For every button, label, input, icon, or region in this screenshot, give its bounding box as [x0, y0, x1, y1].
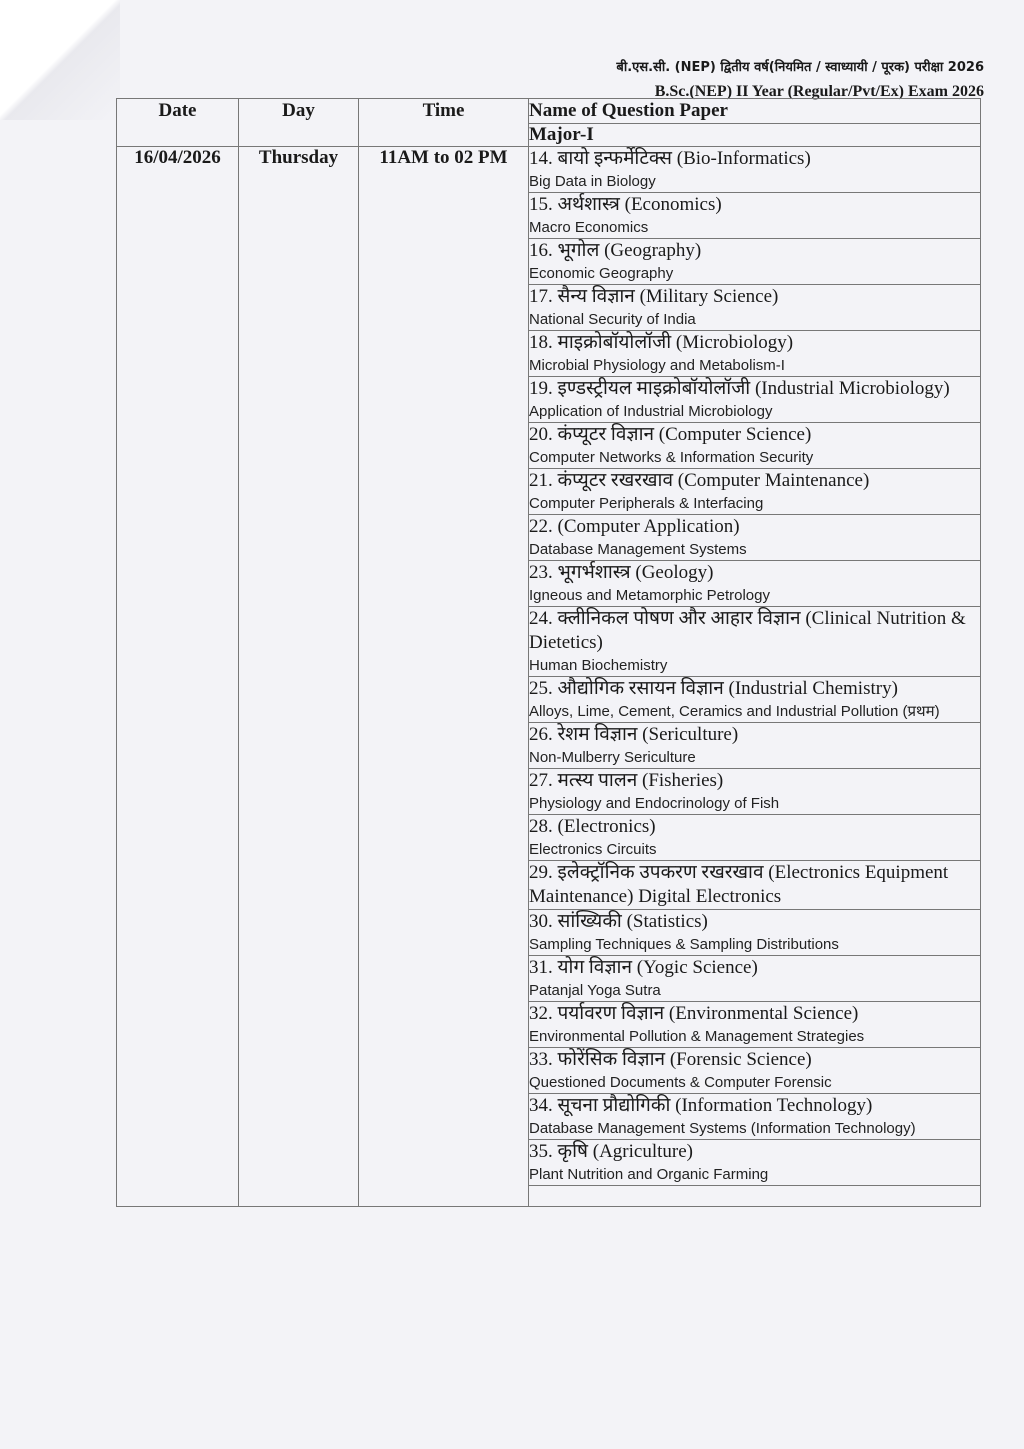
subject-title: 25. औद्योगिक रसायन विज्ञान (Industrial Chemistry) [529, 678, 898, 699]
day-cell: Thursday [239, 147, 359, 1207]
subject-cell [529, 861, 981, 910]
subject-title: 15. अर्थशास्त्र (Economics) [529, 194, 722, 215]
paper-name: Computer Networks & Information Security [529, 449, 814, 466]
paper-name: Economic Geography [529, 265, 674, 282]
subject-title: 35. कृषि (Agriculture) [529, 1141, 693, 1162]
time-cell: 11AM to 02 PM [359, 147, 529, 1207]
subject-title: 21. कंप्यूटर रखरखाव (Computer Maintenance) [529, 470, 870, 491]
subject-cell [529, 193, 981, 239]
subject-cell [529, 1094, 981, 1140]
paper-name: Application of Industrial Microbiology [529, 403, 773, 420]
subject-title: 17. सैन्य विज्ञान (Military Science) [529, 286, 779, 307]
paper-name: Patanjal Yoga Sutra [529, 982, 661, 999]
subject-cell [529, 239, 981, 285]
paper-name: National Security of India [529, 311, 696, 328]
subject-cell [529, 331, 981, 377]
subject-title: 31. योग विज्ञान (Yogic Science) [529, 957, 758, 978]
empty-cell [529, 1186, 981, 1207]
subject-cell [529, 285, 981, 331]
paper-name: Computer Peripherals & Interfacing [529, 495, 764, 512]
subject-cell [529, 423, 981, 469]
paper-name: Big Data in Biology [529, 173, 656, 190]
subject-cell [529, 1048, 981, 1094]
subject-title: 29. इलेक्ट्रॉनिक उपकरण रखरखाव (Electronics Equipment Maintenance) Digital Electronics [529, 862, 949, 907]
col-date-header: Date [117, 99, 239, 147]
paper-name: Plant Nutrition and Organic Farming [529, 1166, 769, 1183]
date-cell: 16/04/2026 [117, 147, 239, 1207]
subject-title: 16. भूगोल (Geography) [529, 240, 702, 261]
paper-name: Non-Mulberry Sericulture [529, 749, 696, 766]
subject-title: 27. मत्स्य पालन (Fisheries) [529, 770, 724, 791]
paper-name: Physiology and Endocrinology of Fish [529, 795, 780, 812]
subject-title: 33. फोरेंसिक विज्ञान (Forensic Science) [529, 1049, 812, 1070]
paper-name: Electronics Circuits [529, 841, 657, 858]
exam-schedule-table [116, 98, 981, 1207]
subject-title: 28. (Electronics) [529, 816, 656, 837]
subject-title: 30. सांख्यिकी (Statistics) [529, 911, 708, 932]
col-paper-header: Name of Question Paper [529, 99, 981, 124]
subject-title: 18. माइक्रोबॉयोलॉजी (Microbiology) [529, 332, 794, 353]
subject-title: 22. (Computer Application) [529, 516, 740, 537]
paper-name: Database Management Systems [529, 541, 747, 558]
paper-name: Questioned Documents & Computer Forensic [529, 1074, 832, 1091]
subject-title: 34. सूचना प्रौद्योगिकी (Information Technology) [529, 1095, 873, 1116]
subject-title: 23. भूगर्भशास्त्र (Geology) [529, 562, 714, 583]
subject-cell [529, 723, 981, 769]
subject-cell [529, 1140, 981, 1186]
subject-title: 32. पर्यावरण विज्ञान (Environmental Science) [529, 1003, 859, 1024]
subject-cell [529, 377, 981, 423]
paper-name: Human Biochemistry [529, 657, 668, 674]
paper-name: Database Management Systems (Information Technology) [529, 1120, 916, 1137]
subject-title: 19. इण्डस्ट्रीयल माइक्रोबॉयोलॉजी (Industrial Microbiology) [529, 378, 950, 399]
header-english: B.Sc.(NEP) II Year (Regular/Pvt/Ex) Exam 2026 [654, 83, 984, 100]
subject-cell [529, 1002, 981, 1048]
subject-cell [529, 769, 981, 815]
paper-name: Macro Economics [529, 219, 649, 236]
paper-name: Environmental Pollution & Management Strategies [529, 1028, 865, 1045]
col-day-header: Day [239, 99, 359, 147]
subject-cell [529, 815, 981, 861]
subject-cell [529, 910, 981, 956]
paper-name: Alloys, Lime, Cement, Ceramics and Industrial Pollution (प्रथम) [529, 703, 940, 720]
exam-header [616, 56, 984, 104]
folded-corner [0, 0, 120, 120]
subject-title: 26. रेशम विज्ञान (Sericulture) [529, 724, 739, 745]
section-label: Major-I [529, 124, 981, 147]
subject-cell [529, 677, 981, 723]
subject-cell [529, 469, 981, 515]
col-time-header: Time [359, 99, 529, 147]
header-row [117, 99, 981, 124]
paper-name: Sampling Techniques & Sampling Distributions [529, 936, 839, 953]
subject-cell [529, 956, 981, 1002]
subject-cell [529, 515, 981, 561]
subject-title: 20. कंप्यूटर विज्ञान (Computer Science) [529, 424, 812, 445]
subject-cell [529, 607, 981, 677]
paper-name: Microbial Physiology and Metabolism-I [529, 357, 785, 374]
subject-cell [529, 147, 981, 193]
header-hindi: बी.एस.सी. (NEP) द्वितीय वर्ष(नियमित / स्वाध्यायी / पूरक) परीक्षा 2026 [616, 60, 984, 75]
subject-cell [529, 561, 981, 607]
paper-name: Igneous and Metamorphic Petrology [529, 587, 770, 604]
subject-title: 24. क्लीनिकल पोषण और आहार विज्ञान (Clinical Nutrition & Dietetics) [529, 608, 966, 653]
table-row [117, 147, 981, 193]
subject-title: 14. बायो इन्फर्मेटिक्स (Bio-Informatics) [529, 148, 811, 169]
